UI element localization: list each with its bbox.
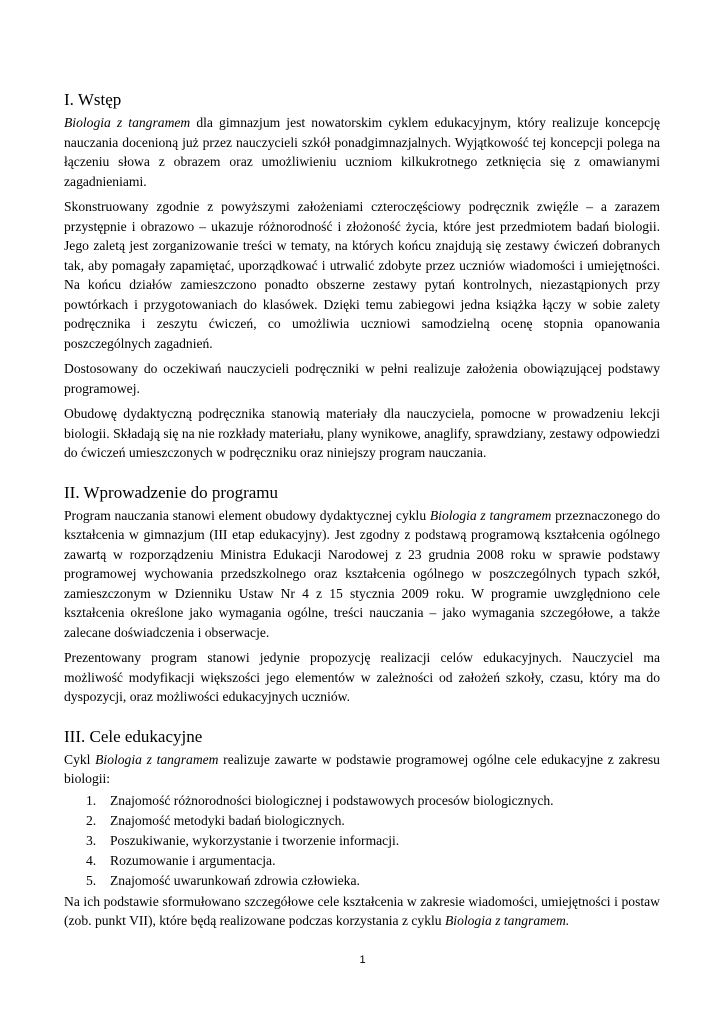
page-number: 1 [359,954,366,966]
section-2-paragraph-2: Prezentowany program stanowi jedynie propozycję realizacji celów edukacyjnych. Nauczyciel ma możliwość modyfikacji większości jego elementów w zależności od założeń szkoły, czasu, który ma do dyspozycji, oraz możliwości edukacyjnych uczniów. [64,650,660,704]
section-3-heading: III. Cele edukacyjne [64,726,203,746]
section-3-paragraph-2: Na ich podstawie sformułowano szczegółowe cele kształcenia w zakresie wiadomości, umiejętności i postaw (zob. punkt VII), które będą realizowane podczas korzystania z cyklu Biologia z tangramem. [64,893,660,929]
book-title: Biologia z tangramem [95,751,219,767]
section-1-paragraph-3: Dostosowany do oczekiwań nauczycieli podręczniki w pełni realizuje założenia obowiązującej podstawy programowej. [64,361,660,396]
section-1-paragraph-2: Skonstruowany zgodnie z powyższymi założeniami czteroczęściowy podręcznik zwięźle – a zarazem przystępnie i obrazowo – ukazuje różnorodność i złożoność życia, które jest przedmiotem badań biologii. Jego zaletą jest zorganizowanie treści w tematy, na których końcu znajdują się zestawy ćwiczeń dobranych tak, aby pomagały zapamiętać, uporządkować i utrwalić zdobyte przez uczniów wiadomości i umiejętności. Na końcu działów zamieszczono ponadto obszerne zestawy pytań kontrolnych, niezastąpionych przy powtórkach i przygotowaniach do klasówek. Dzięki temu zabiegowi jedna książka łączy w sobie zalety podręcznika i zeszytu ćwiczeń, co umożliwia uczniowi samodzielną ocenę stopnia opanowania poszczególnych zagadnień. [64,199,660,351]
section-2-heading: II. Wprowadzenie do programu [64,482,278,502]
section-1-heading: I. Wstęp [64,90,122,109]
list-item: 2. Znajomość metodyki badań biologicznych. [86,812,345,828]
goals-list [64,791,660,892]
section-2-paragraph-1: Program nauczania stanowi element obudowy dydaktycznej cyklu Biologia z tangramem przeznaczonego do kształcenia w gimnazjum (III etap edukacyjny). Jest zgodny z podstawą programową kształcenia ogólnego zawartą w rozporządzeniu Ministra Edukacji Narodowej z 23 grudnia 2008 roku w sprawie podstawy programowej wychowania przedszkolnego oraz kształcenia ogólnego w poszczególnych typach szkół, zamieszczonym w Dzienniku Ustaw Nr 4 z 15 stycznia 2009 roku. W programie uwzględniono cele kształcenia określone jako wymagania ogólne, treści nauczania – jako wymagania szczegółowe, a także zalecane doświadczenia i obserwacje. [64,507,660,640]
list-item: 1. Znajomość różnorodności biologicznej i podstawowych procesów biologicznych. [86,792,554,808]
document-page [64,90,660,933]
section-1-paragraph-1: Biologia z tangramem dla gimnazjum jest nowatorskim cyklem edukacyjnym, który realizuje koncepcję nauczania docenioną już przez nauczycieli szkół ponadgimnazjalnych. Wyjątkowość tej koncepcji polega na łączeniu słowa z obrazem oraz umożliwieniu uczniom kilkukrotnego zetknięcia się z omawianymi zagadnieniami. [64,115,660,189]
book-title: Biologia z tangramem. [444,913,570,929]
list-item: 3. Poszukiwanie, wykorzystanie i tworzenie informacji. [86,832,400,848]
section-3-paragraph-1: Cykl Biologia z tangramem realizuje zawarte w podstawie programowej ogólne cele edukacyjne z zakresu biologii: [64,751,660,786]
list-item: 5. Znajomość uwarunkowań zdrowia człowieka. [86,873,360,889]
book-title: Biologia z tangramem [429,507,552,523]
section-1-paragraph-4: Obudowę dydaktyczną podręcznika stanowią materiały dla nauczyciela, pomocne w prowadzeniu lekcji biologii. Składają się na nie rozkłady materiału, plany wynikowe, anaglify, sprawdziany, zestawy odpowiedzi do ćwiczeń umieszczonych w podręczniku oraz niniejszy program nauczania. [64,406,660,460]
list-item: 4. Rozumowanie i argumentacja. [86,853,276,869]
book-title: Biologia z tangramem [64,115,191,130]
